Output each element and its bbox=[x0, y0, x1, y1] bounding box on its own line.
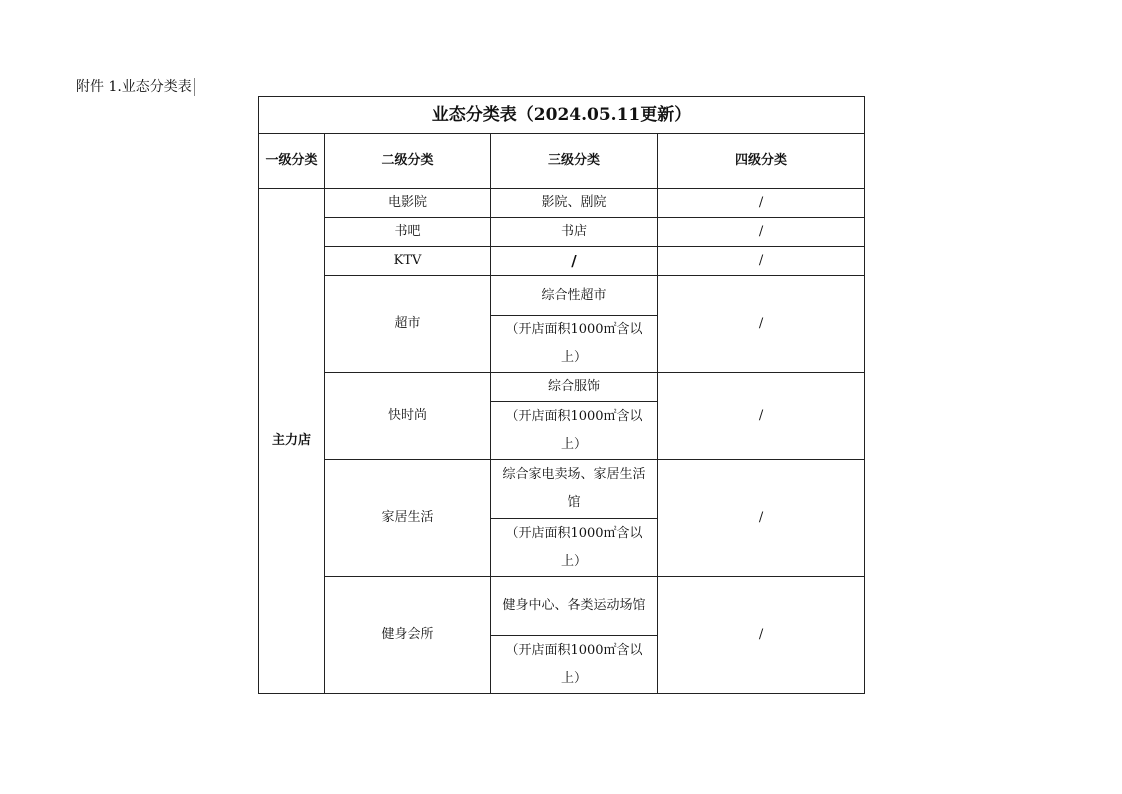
level4-cell: / bbox=[658, 373, 865, 460]
level2-cell: 快时尚 bbox=[325, 373, 491, 460]
table-row bbox=[259, 276, 865, 316]
level2-cell: 电影院 bbox=[325, 189, 491, 218]
level2-cell: 超市 bbox=[325, 276, 491, 373]
header-level2: 二级分类 bbox=[325, 134, 491, 189]
level3-main-cell: 综合性超市 bbox=[491, 276, 658, 316]
table-title-row bbox=[259, 97, 865, 134]
table-row bbox=[259, 373, 865, 402]
table-row bbox=[259, 247, 865, 276]
level3-cell: / bbox=[491, 247, 658, 276]
level3-note-cell: （开店面积1000㎡含以上） bbox=[491, 402, 658, 460]
level2-cell: 健身会所 bbox=[325, 577, 491, 694]
table-row bbox=[259, 189, 865, 218]
header-level4: 四级分类 bbox=[658, 134, 865, 189]
level1-cell: 主力店 bbox=[259, 189, 325, 694]
table-row bbox=[259, 460, 865, 519]
level2-cell: 书吧 bbox=[325, 218, 491, 247]
level3-note-cell: （开店面积1000㎡含以上） bbox=[491, 519, 658, 577]
table-header-row bbox=[259, 134, 865, 189]
table-row bbox=[259, 218, 865, 247]
header-level1: 一级分类 bbox=[259, 134, 325, 189]
level3-note-cell: （开店面积1000㎡含以上） bbox=[491, 636, 658, 694]
level4-cell: / bbox=[658, 247, 865, 276]
level2-cell: KTV bbox=[325, 247, 491, 276]
level2-cell: 家居生活 bbox=[325, 460, 491, 577]
level3-cell: 影院、剧院 bbox=[491, 189, 658, 218]
level3-cell: 书店 bbox=[491, 218, 658, 247]
level3-main-cell: 健身中心、各类运动场馆 bbox=[491, 577, 658, 636]
level3-main-cell: 综合服饰 bbox=[491, 373, 658, 402]
level4-cell: / bbox=[658, 577, 865, 694]
table-title: 业态分类表（2024.05.11更新） bbox=[259, 97, 865, 134]
level3-note-cell: （开店面积1000㎡含以上） bbox=[491, 316, 658, 373]
level4-cell: / bbox=[658, 189, 865, 218]
level4-cell: / bbox=[658, 276, 865, 373]
level4-cell: / bbox=[658, 218, 865, 247]
level4-cell: / bbox=[658, 460, 865, 577]
header-level3: 三级分类 bbox=[491, 134, 658, 189]
business-classification-table bbox=[258, 96, 865, 694]
level3-main-cell: 综合家电卖场、家居生活馆 bbox=[491, 460, 658, 519]
attachment-label: 附件 1.业态分类表 bbox=[76, 78, 195, 96]
table-row bbox=[259, 577, 865, 636]
